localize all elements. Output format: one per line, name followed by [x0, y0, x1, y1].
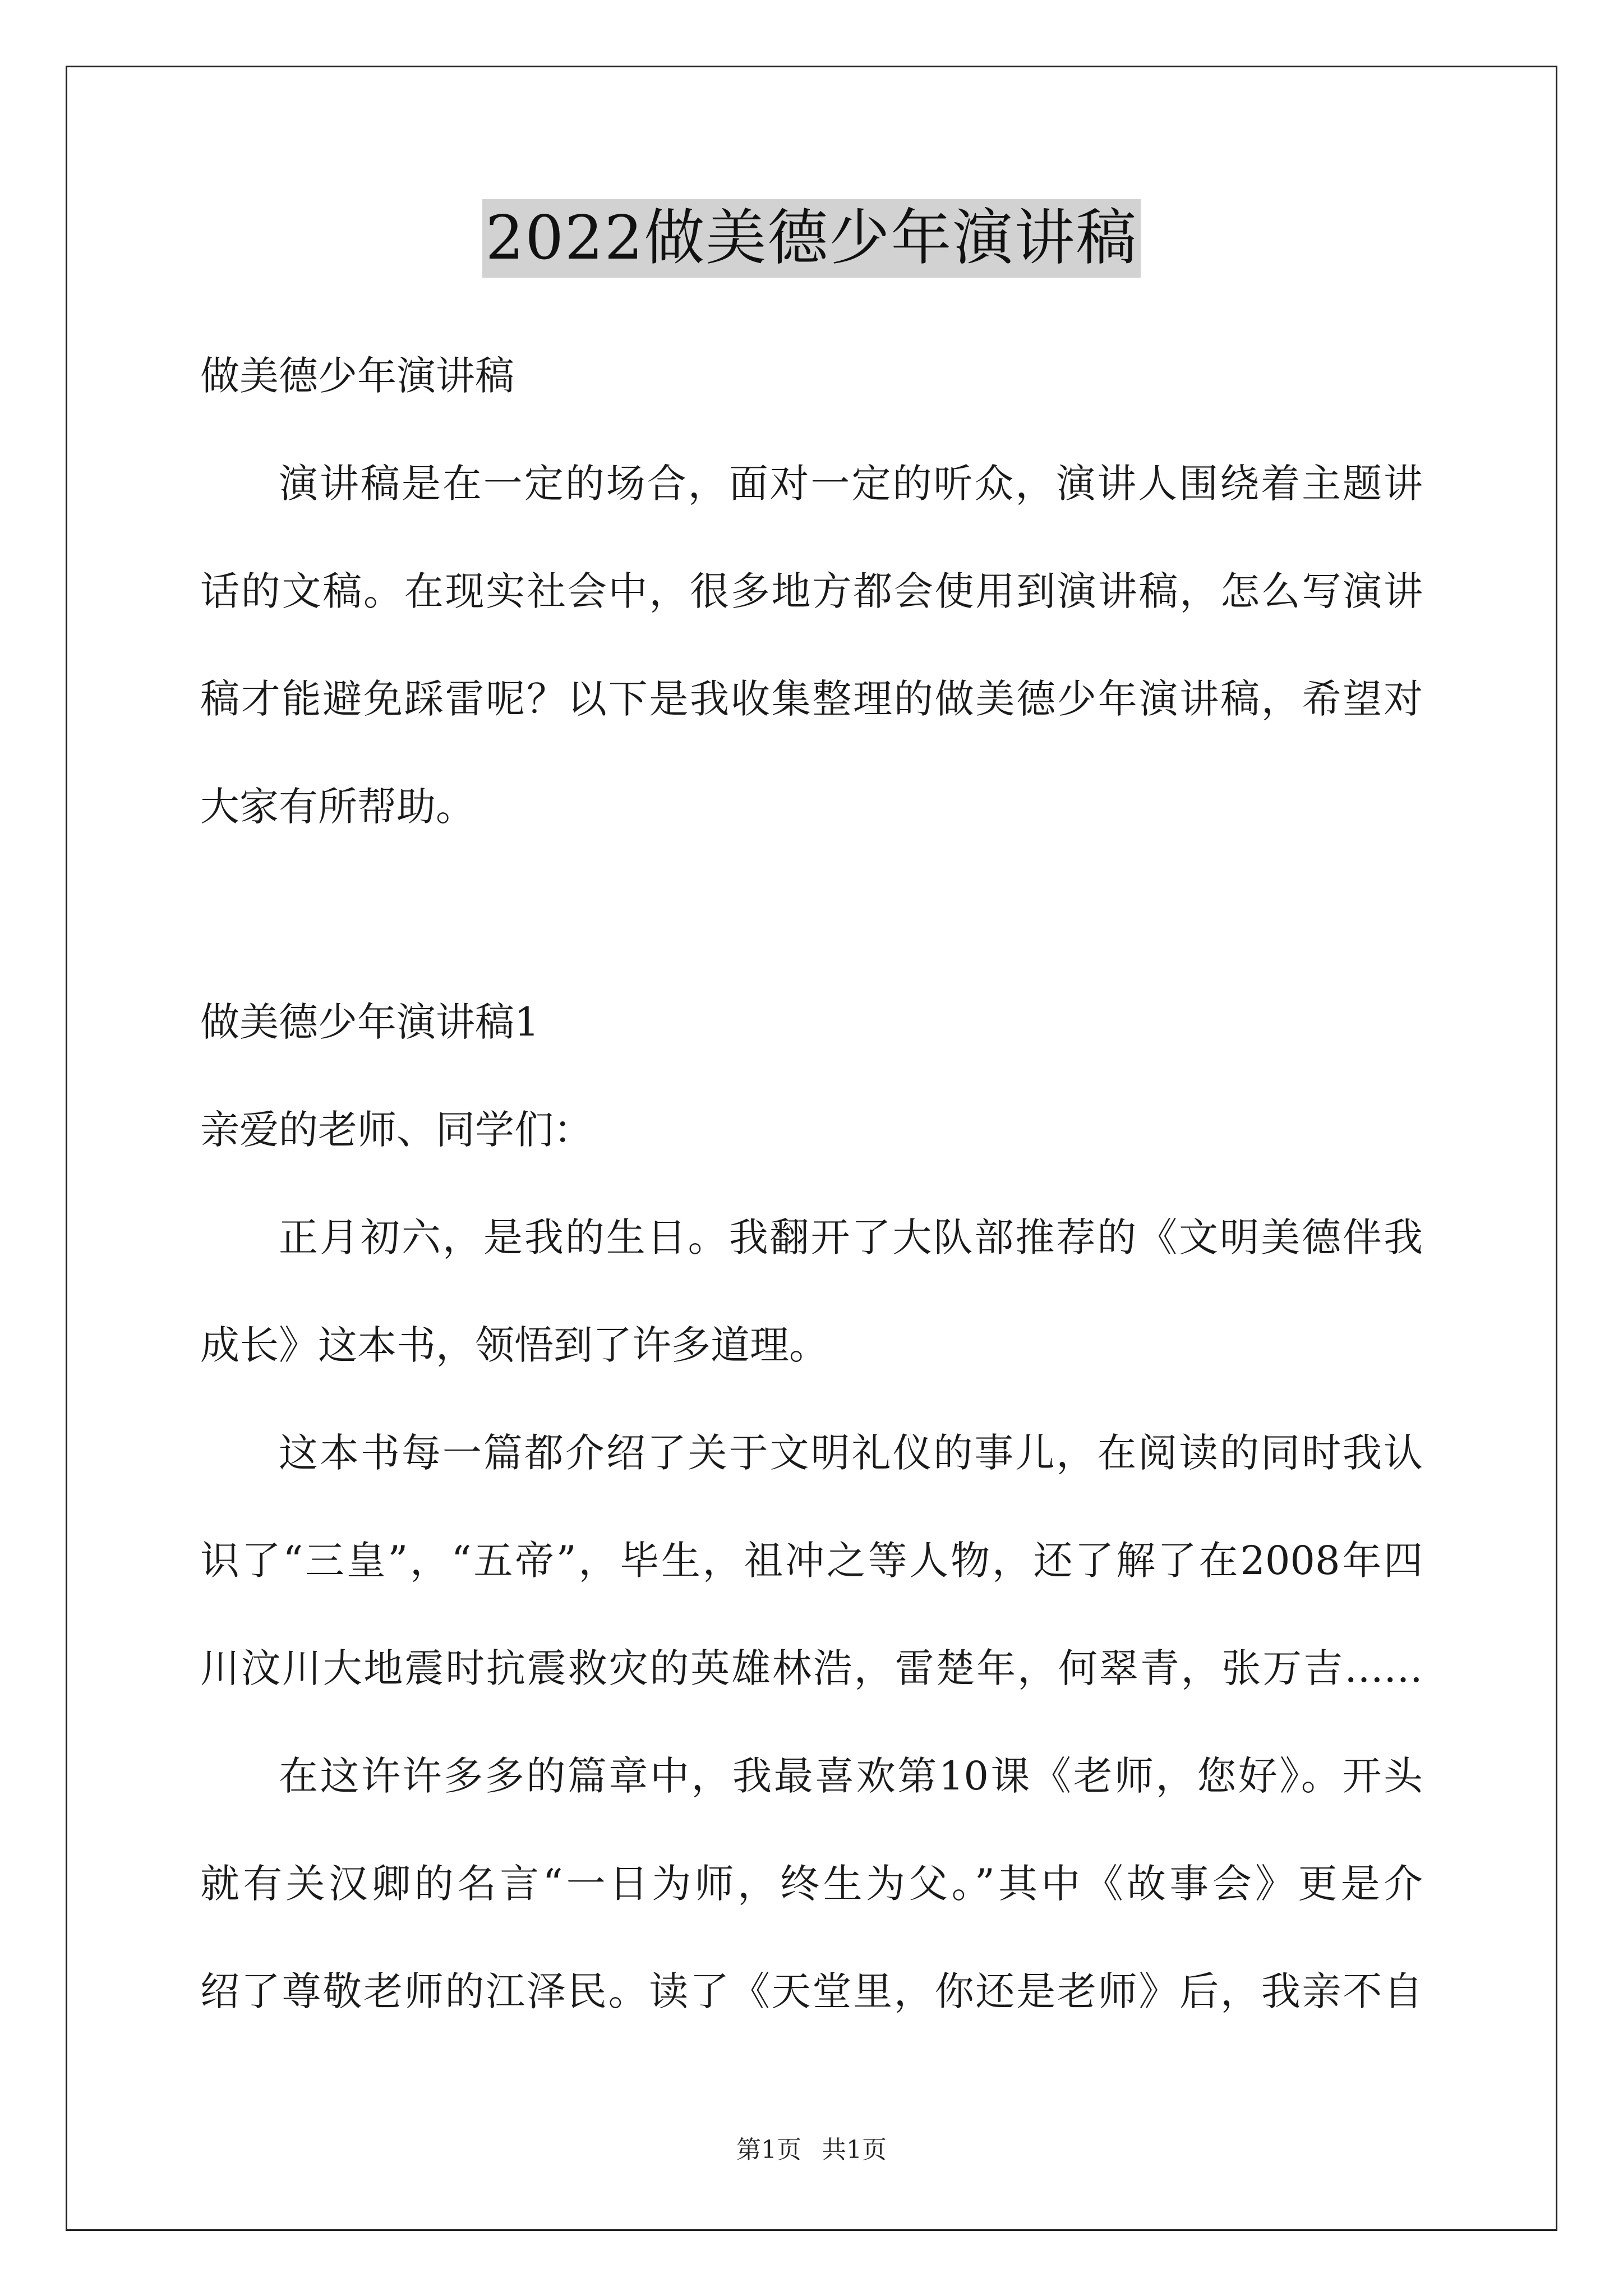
paragraph-line: 正月初六，是我的生日。我翻开了大队部推荐的《文明美德伴我 [279, 1214, 1423, 1260]
paragraph-line: 演讲稿是在一定的场合，面对一定的听众，演讲人围绕着主题讲 [279, 461, 1423, 507]
paragraph-line: 在这许许多多的篇章中，我最喜欢第10课《老师，您好》。开头 [279, 1753, 1423, 1799]
paragraph-line: 这本书每一篇都介绍了关于文明礼仪的事儿，在阅读的同时我认 [279, 1430, 1423, 1476]
paragraph-line: 稿才能避免踩雷呢？以下是我收集整理的做美德少年演讲稿，希望对 [200, 676, 1423, 722]
paragraph-line: 就有关汉卿的名言“一日为师，终生为父。”其中《故事会》更是介 [200, 1861, 1423, 1907]
paragraph-line: 识了“三皇”，“五帝”，毕生，祖冲之等人物，还了解了在2008年四 [200, 1538, 1423, 1584]
salutation-line: 亲爱的老师、同学们： [200, 1107, 593, 1153]
page-number: 第1页 [736, 2136, 801, 2164]
title-container [0, 199, 1623, 278]
document-title: 2022做美德少年演讲稿 [482, 199, 1141, 278]
section-heading: 做美德少年演讲稿1 [200, 999, 540, 1045]
paragraph-line: 大家有所帮助。 [200, 784, 475, 830]
paragraph-line: 成长》这本书，领悟到了许多道理。 [200, 1322, 828, 1368]
page-total: 共1页 [822, 2136, 887, 2164]
page-footer [0, 2134, 1623, 2166]
paragraph-line: 绍了尊敬老师的江泽民。读了《天堂里，你还是老师》后，我亲不自 [200, 1968, 1423, 2014]
subtitle-line: 做美德少年演讲稿 [200, 353, 514, 399]
paragraph-line: 话的文稿。在现实社会中，很多地方都会使用到演讲稿，怎么写演讲 [200, 568, 1423, 614]
paragraph-line: 川汶川大地震时抗震救灾的英雄林浩，雷楚年，何翠青，张万吉…… [200, 1645, 1423, 1691]
